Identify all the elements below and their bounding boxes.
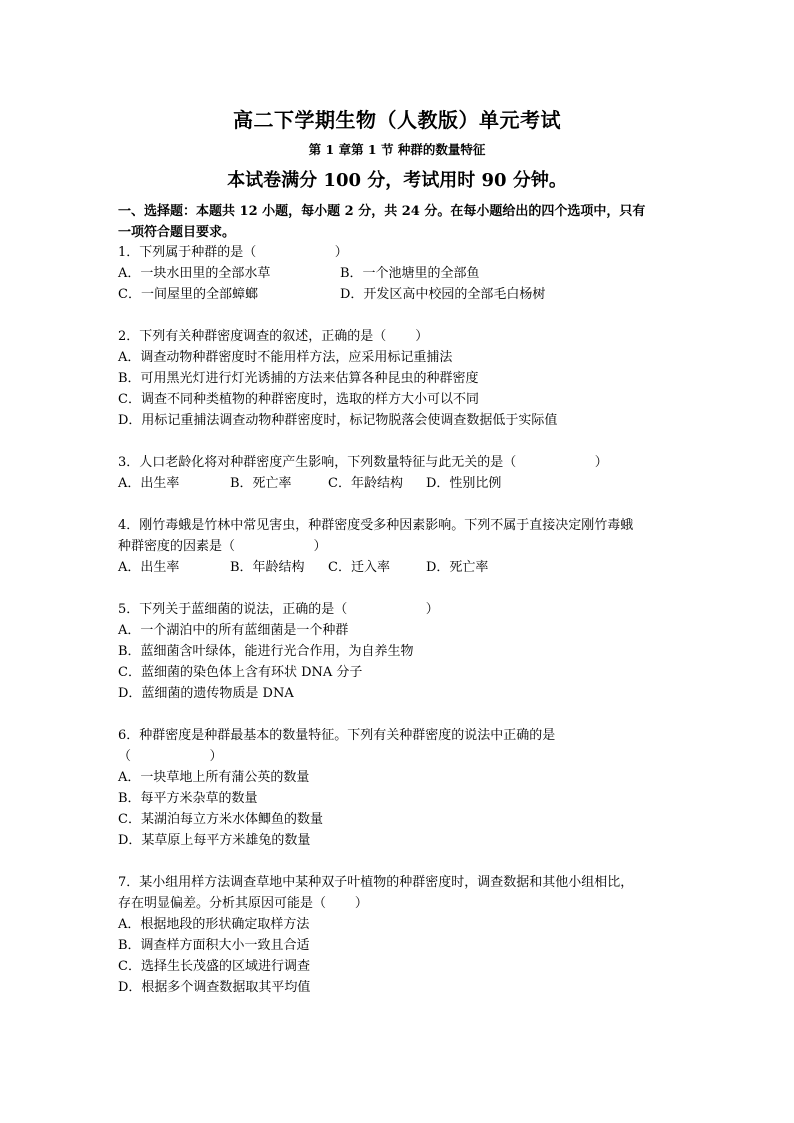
question-stem: 7．某小组用样方法调查草地中某种双子叶植物的种群密度时，调查数据和其他小组相比， [118,875,634,890]
answer-option[interactable]: B．每平方米杂草的数量 [118,791,258,806]
option-row [118,914,688,935]
answer-option[interactable]: D．根据多个调查数据取其平均值 [118,980,311,995]
question-3 [118,452,688,494]
answer-option[interactable]: B．可用黑光灯进行灯光诱捕的方法来估算各种昆虫的种群密度 [118,371,479,386]
question-stem: 1．下列属于种群的是（ ） [118,245,348,260]
question-5 [118,599,688,704]
answer-option[interactable]: D．开发区高中校园的全部毛白杨树 [340,287,546,302]
option-row [118,809,688,830]
option-row [118,767,688,788]
answer-option[interactable]: C．年龄结构 [328,476,403,491]
question-stem: 存在明显偏差。分析其原因可能是（ ） [118,896,368,911]
answer-option[interactable]: D．某草原上每平方米雄兔的数量 [118,833,311,848]
option-row [118,368,688,389]
option-row [118,263,688,284]
option-row [118,683,688,704]
option-row [118,977,688,998]
option-row [118,935,688,956]
answer-option[interactable]: D．性别比例 [426,476,502,491]
question-list [118,242,688,1019]
option-row [118,473,688,494]
answer-option[interactable]: A．调查动物种群密度时不能用样方法，应采用标记重捕法 [118,350,453,365]
option-row [118,410,688,431]
question-stem: 6．种群密度是种群最基本的数量特征。下列有关种群密度的说法中正确的是 [118,728,556,743]
answer-option[interactable]: C．选择生长茂盛的区域进行调查 [118,959,310,974]
answer-option[interactable]: B．死亡率 [230,476,292,491]
question-stem: 5．下列关于蓝细菌的说法，正确的是（ ） [118,602,439,617]
section-heading [118,201,688,243]
option-row [118,956,688,977]
answer-option[interactable]: C．迁入率 [328,560,390,575]
answer-option[interactable]: C．调查不同种类植物的种群密度时，选取的样方大小可以不同 [118,392,479,407]
question-6 [118,725,688,851]
answer-option[interactable]: B．调查样方面积大小一致且合适 [118,938,310,953]
answer-option[interactable]: A．出生率 [118,560,180,575]
answer-option[interactable]: B．一个池塘里的全部鱼 [340,266,480,281]
answer-option[interactable]: D．死亡率 [426,560,489,575]
answer-option[interactable]: D．用标记重捕法调查动物种群密度时，标记物脱落会使调查数据低于实际值 [118,413,558,428]
option-row [118,830,688,851]
exam-subtitle: 第 1 章第 1 节 种群的数量特征 [308,142,486,157]
option-row [118,620,688,641]
question-7 [118,872,688,998]
answer-option[interactable]: A．根据地段的形状确定取样方法 [118,917,310,932]
question-stem: 种群密度的因素是（ ） [118,539,327,554]
question-stem: （ ） [118,749,223,764]
answer-option[interactable]: A．一块草地上所有蒲公英的数量 [118,770,310,785]
answer-option[interactable]: A．出生率 [118,476,180,491]
option-row [118,641,688,662]
answer-option[interactable]: C．蓝细菌的染色体上含有环状 DNA 分子 [118,665,363,680]
question-2 [118,326,688,431]
option-row [118,347,688,368]
section-heading-line: 一项符合题目要求。 [118,225,236,240]
answer-option[interactable]: C．一间屋里的全部蟑螂 [118,287,258,302]
answer-option[interactable]: C．某湖泊每立方米水体鲫鱼的数量 [118,812,323,827]
answer-option[interactable]: B．年龄结构 [230,560,305,575]
option-row [118,389,688,410]
answer-option[interactable]: A．一块水田里的全部水草 [118,266,271,281]
answer-option[interactable]: A．一个湖泊中的所有蓝细菌是一个种群 [118,623,349,638]
score-info: 本试卷满分 100 分，考试用时 90 分钟。 [227,170,567,191]
section-heading-line: 一、选择题：本题共 12 小题，每小题 2 分，共 24 分。在每小题给出的四个选项中，只有 [118,204,646,219]
exam-title: 高二下学期生物（人教版）单元考试 [233,108,561,132]
question-stem: 4．刚竹毒蛾是竹林中常见害虫，种群密度受多种因素影响。下列不属于直接决定刚竹毒蛾 [118,518,634,533]
option-row [118,284,688,305]
question-4 [118,515,688,578]
question-stem: 2．下列有关种群密度调查的叙述，正确的是（ ） [118,329,429,344]
answer-option[interactable]: D．蓝细菌的遗传物质是 DNA [118,686,294,701]
answer-option[interactable]: B．蓝细菌含叶绿体，能进行光合作用，为自养生物 [118,644,414,659]
question-1 [118,242,688,305]
option-row [118,788,688,809]
question-stem: 3．人口老龄化将对种群密度产生影响，下列数量特征与此无关的是（ ） [118,455,608,470]
option-row [118,662,688,683]
option-row [118,557,688,578]
